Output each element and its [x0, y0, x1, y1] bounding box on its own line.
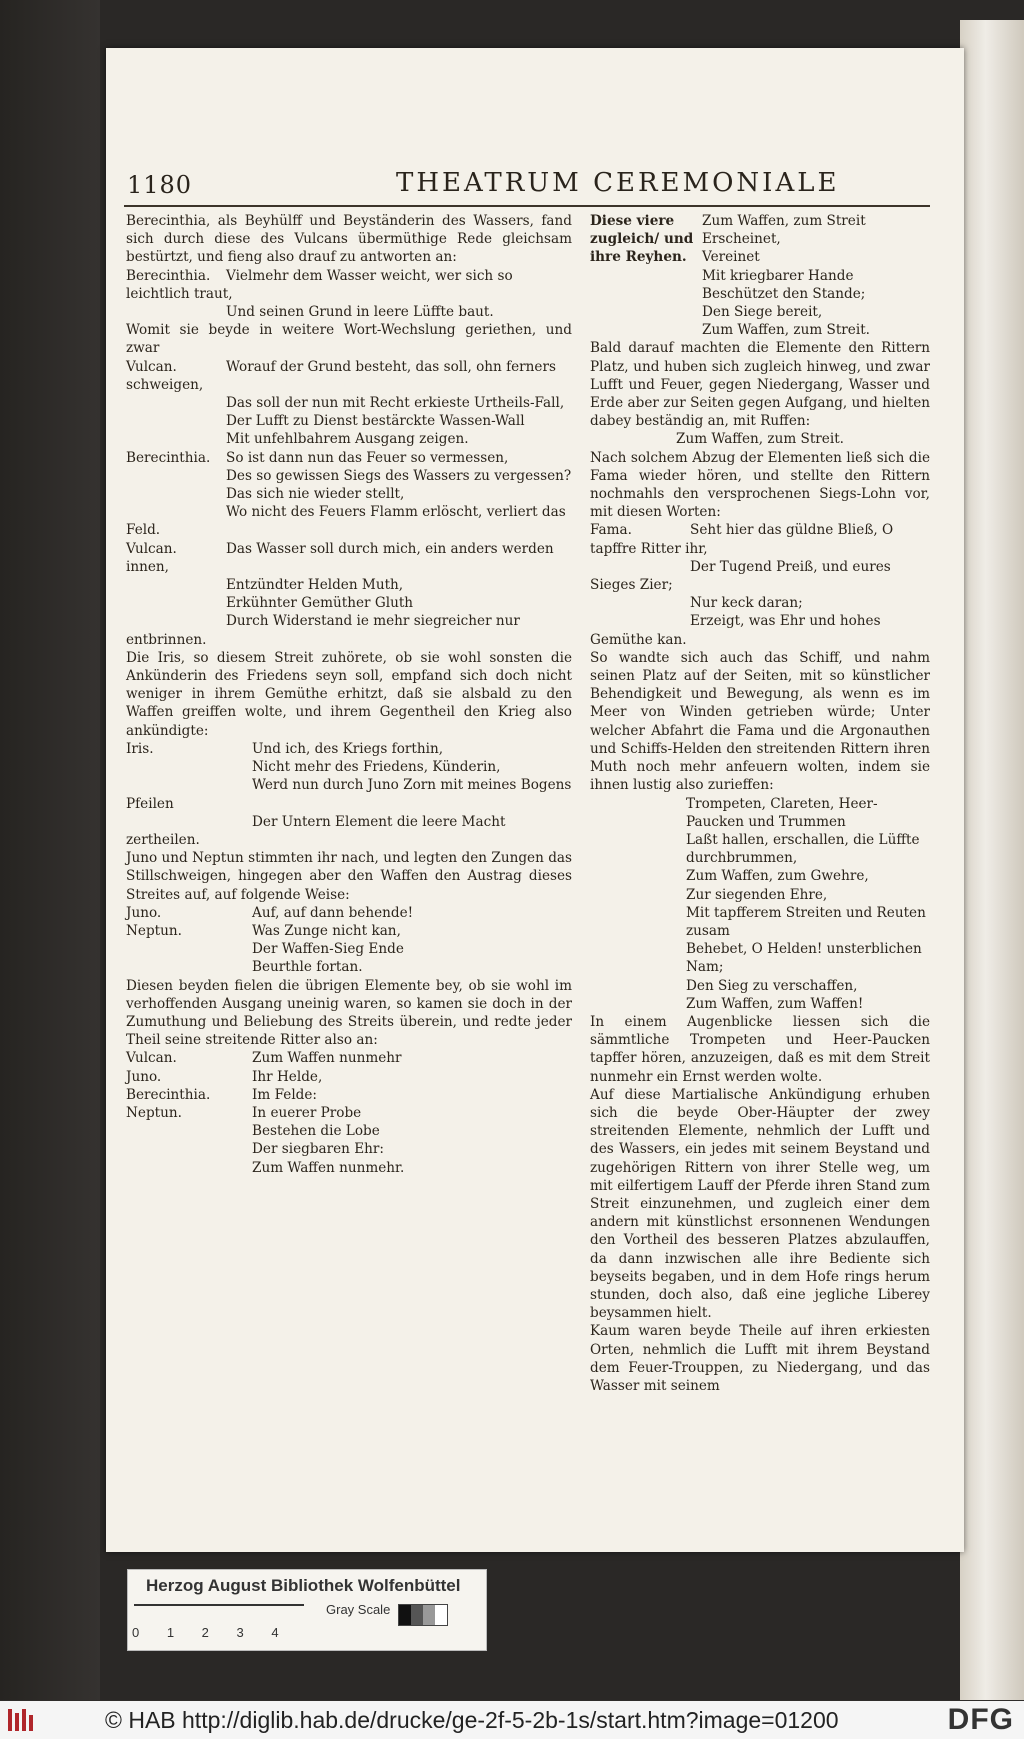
speech-line [126, 1122, 572, 1140]
verse-text: Zum Waffen nunmehr. [252, 1159, 405, 1176]
speaker-name: Fama. [590, 522, 632, 539]
speech-line [126, 540, 572, 576]
verse-text: Das soll der nun mit Recht erkieste Urtheils-Fall, [226, 395, 565, 412]
verse-line: Erscheinet, [702, 231, 781, 248]
verse-line: Zum Waffen, zum Streit [702, 213, 866, 229]
verse-text: Der Lufft zu Dienst bestärckte Wassen-Wall [226, 413, 525, 430]
speaker-name: Berecinthia. [126, 1086, 211, 1103]
speech-line [126, 1140, 572, 1158]
verse-line: Beschützet den Stande; [702, 285, 866, 302]
verse-text: Auf, auf dann behende! [252, 904, 414, 921]
prose-paragraph: Womit sie beyde in weitere Wort-Wechslung geriethen, und zwar [126, 322, 572, 357]
left-column [126, 212, 572, 1177]
speech-line [126, 394, 572, 412]
verse-line: Zur siegenden Ehre, [686, 886, 828, 903]
speaker-name: Berecinthia. [126, 449, 211, 466]
speech-line [126, 776, 572, 812]
verse-text: Das Wasser soll durch mich, ein anders werden innen, [126, 540, 554, 575]
speaker-name: Neptun. [126, 922, 182, 939]
chorus-block [590, 212, 930, 339]
source-url[interactable]: © HAB http://diglib.hab.de/drucke/ge-2f-5-2b-1s/start.htm?image=01200 [105, 1707, 839, 1733]
verse-text: Seht hier das güldne Bließ, O tapffre Ritter ihr, [590, 522, 894, 557]
prose-paragraph: Nach solchem Abzug der Elementen ließ sich die Fama wieder hören, und stellte den Rittern nochmahls den versprochenen Siegs-Lohn vor, mit diesen Worten: [590, 449, 930, 521]
speech-line [126, 940, 572, 958]
prose-paragraph: Die Iris, so diesem Streit zuhörete, ob sie wohl sonsten die Ankünderin des Friedens seyn soll, empfand sich doch nicht weniger in ihrem Gemüthe erhitzt, daß sie alsbald zu den Waffen greiffen wolte, und ihrem Gegentheil den Krieg also ankündigte: [126, 649, 572, 739]
footer-bar [0, 1701, 1024, 1739]
speech-line [126, 576, 572, 594]
verse-text: Vielmehr dem Wasser weicht, wer sich so leichtlich traut, [126, 267, 513, 302]
speaker-name: Berecinthia. [126, 267, 211, 284]
prose-paragraph: Berecinthia, als Beyhülff und Beyständerin des Wassers, fand sich durch diese des Vulcans übermüthige Rede gleichsam bestürtzt, und fieng also drauf zu antworten an: [126, 213, 572, 266]
verse-text: Der Tugend Preiß, und eures Sieges Zier; [590, 558, 891, 594]
verse-text: Das sich nie wieder stellt, [226, 486, 405, 503]
verse-text: Beurthle fortan. [252, 959, 363, 976]
library-name: Herzog August Bibliothek Wolfenbüttel [146, 1576, 461, 1595]
verse-text: Der Untern Element die leere Macht zertheilen. [126, 813, 506, 848]
verse-text: Erzeigt, was Ehr und hohes Gemüthe kan. [590, 613, 881, 648]
verse-text: Nicht mehr des Friedens, Künderin, [252, 759, 501, 776]
prose-paragraph: Juno und Neptun stimmten ihr nach, und legten den Zungen das Stillschweigen, hingegen aber den Waffen den Austrag dieses Streites auf, auf folgende Weise: [126, 850, 572, 903]
scale-ruler [134, 1604, 304, 1618]
speech-line [126, 485, 572, 503]
speech-line [126, 1159, 572, 1177]
speech-line [126, 612, 572, 648]
verse-line: Zum Waffen, zum Gwehre, [686, 868, 869, 885]
speech-line [126, 904, 572, 922]
speech-line [126, 922, 572, 940]
verse-line: Vereinet [702, 249, 760, 266]
prose-paragraph: Kaum waren beyde Theile auf ihren erkiesten Orten, nehmlich die Lufft mit ihrem Beystand dem Feuer-Trouppen, zu Niedergang, und das Wasser mit seinem [590, 1323, 930, 1394]
speech-line [126, 1086, 572, 1104]
speech-line [126, 1049, 572, 1067]
verse-text: Ihr Helde, [252, 1068, 323, 1085]
gray-scale-label: Gray Scale [326, 1602, 391, 1617]
verse-text: Zum Waffen nunmehr [252, 1050, 402, 1067]
verse-text: Wo nicht des Feuers Flamm erlöscht, verliert das Feld. [126, 504, 566, 539]
speaker-name: Vulcan. [126, 540, 177, 557]
speech-line [590, 558, 930, 594]
verse-line: Zum Waffen, zum Streit. [702, 322, 870, 339]
speech-line [126, 958, 572, 976]
speaker-name: Vulcan. [126, 1050, 177, 1067]
page-title: THEATRUM CEREMONIALE [396, 168, 840, 198]
next-page-edge [960, 20, 1024, 1700]
verse-text: Nur keck daran; [690, 595, 803, 612]
speech-line [126, 758, 572, 776]
verse-text: Des so gewissen Siegs des Wassers zu vergessen? [226, 467, 572, 484]
prose-paragraph: So wandte sich auch das Schiff, und nahm seinen Platz auf der Seiten, mit so künstlicher Behendigkeit und Bewegung, als wenn es im Meer von Winden getrieben würde; Unter welcher Abfahrt die Fama und die Argonauthen und Schiffs-Helden den streitenden Rittern ihren Muth noch mehr anfeuern wolten, indem sie ihnen lustig also zurieffen: [590, 649, 930, 794]
speech-line [126, 430, 572, 448]
page-number: 1180 [127, 171, 193, 199]
verse-line: Den Sieg zu verschaffen, [686, 977, 858, 994]
speech-line [126, 740, 572, 758]
speech-line [126, 303, 572, 321]
chorus-label: Diese viere zugleich/ und ihre Reyhen. [590, 213, 694, 266]
verse-text: Mit unfehlbahrem Ausgang zeigen. [226, 431, 469, 448]
speech-line [126, 267, 572, 303]
verse-line: Trompeten, Clareten, Heer-Paucken und Trummen [686, 795, 878, 830]
speaker-name: Iris. [126, 740, 154, 757]
verse-line: Den Siege bereit, [702, 304, 823, 321]
dfg-logo: DFG [947, 1703, 1014, 1736]
prose-paragraph: Auf diese Martialische Ankündigung erhuben sich die beyde Ober-Häupter der zwey streitenden Elemente, nehmlich der Lufft und des Wassers, ein jedes mit seinem Beystand und zugehörigen Rittern von ihrer Stelle weg, um mit eilfertigem Lauff der Pferde ihren Stand zum Streit einzunehmen, und zugleich einer dem andern mit künstlichst ersonnenen Wendungen den Vortheil des besseren Platzes abzulauffen, da dann inzwischen alle ihre Bediente sich beyseits begaben, und in dem Hofe rings herum stunden, doch also, daß eine jegliche Liberey beysammen hielt. [590, 1086, 930, 1322]
speaker-name: Juno. [126, 1068, 162, 1085]
verse-line: Behebet, O Helden! unsterblichen Nam; [686, 941, 922, 976]
verse-text: Worauf der Grund besteht, das soll, ohn ferners schweigen, [126, 358, 556, 393]
verse-text: Der Waffen-Sieg Ende [252, 941, 404, 958]
speech-line [126, 358, 572, 394]
verse-text: Erkühnter Gemüther Gluth [226, 595, 414, 612]
chorus-lines [702, 212, 870, 339]
verse-text: In euerer Probe [252, 1104, 362, 1121]
prose-paragraph: In einem Augenblicke liessen sich die sämmtliche Trompeten und Heer-Paucken tapffer hören, anzuzeigen, daß es mit dem Streit nunmehr ein Ernst werden wolte. [590, 1013, 930, 1085]
speech-line [126, 594, 572, 612]
speech-line [590, 612, 930, 648]
verse-text: Entzündter Helden Muth, [226, 577, 404, 594]
speech-line [590, 521, 930, 557]
verse-text: Werd nun durch Juno Zorn mit meines Bogens Pfeilen [126, 777, 572, 812]
verse-text: Und seinen Grund in leere Lüffte baut. [226, 304, 494, 321]
speech-line [126, 813, 572, 849]
verse-text: Durch Widerstand ie mehr siegreicher nur entbrinnen. [126, 613, 520, 648]
hab-logo-icon [6, 1707, 40, 1733]
gray-scale-swatch [398, 1604, 448, 1626]
verse-line: Mit tapfferem Streiten und Reuten zusam [686, 904, 926, 939]
speech-line [126, 503, 572, 539]
speech-line [126, 1104, 572, 1122]
verse-text: Und ich, des Kriegs forthin, [252, 740, 444, 757]
verse-line: Laßt hallen, erschallen, die Lüffte durchbrummen, [686, 831, 920, 867]
right-column [590, 212, 930, 1395]
prose-paragraph: Diesen beyden fielen die übrigen Elemente bey, ob sie wohl im verhoffenden Ausgang uneinig waren, so kamen sie doch in der Zumuthung und Beliebung des Streits überein, und redte jeder Theil seine streitende Ritter also an: [126, 977, 572, 1049]
verse-line: Zum Waffen, zum Waffen! [686, 995, 864, 1012]
verse-text: Im Felde: [252, 1086, 317, 1103]
verse-text: Was Zunge nicht kan, [252, 922, 401, 939]
verse-line: Mit kriegbarer Hande [702, 267, 854, 284]
speaker-name: Juno. [126, 904, 162, 921]
scale-numbers: 0 1 2 3 4 [132, 1625, 279, 1640]
book-binding-shadow [0, 0, 100, 1700]
color-reference-bar [127, 1569, 487, 1651]
speech-line [590, 594, 930, 612]
speech-line [126, 1068, 572, 1086]
prose-paragraph: Bald darauf machten die Elemente den Rittern Platz, und huben sich zugleich hinweg, und zwar Lufft und Feuer, gegen Niedergang, Wasser und Erde aber zur Seiten gegen Aufgang, und hielten dabey beständig an, mit Ruffen: [590, 340, 930, 430]
verse-text: Der siegbaren Ehr: [252, 1141, 385, 1158]
speaker-name: Vulcan. [126, 358, 177, 375]
header-rule [124, 205, 930, 207]
verse-text: Bestehen die Lobe [252, 1123, 380, 1140]
centered-line: Zum Waffen, zum Streit. [676, 431, 844, 448]
speech-line [126, 467, 572, 485]
speaker-name: Neptun. [126, 1104, 182, 1121]
speech-line [126, 412, 572, 430]
speech-line [126, 449, 572, 467]
verse-text: So ist dann nun das Feuer so vermessen, [226, 449, 509, 466]
